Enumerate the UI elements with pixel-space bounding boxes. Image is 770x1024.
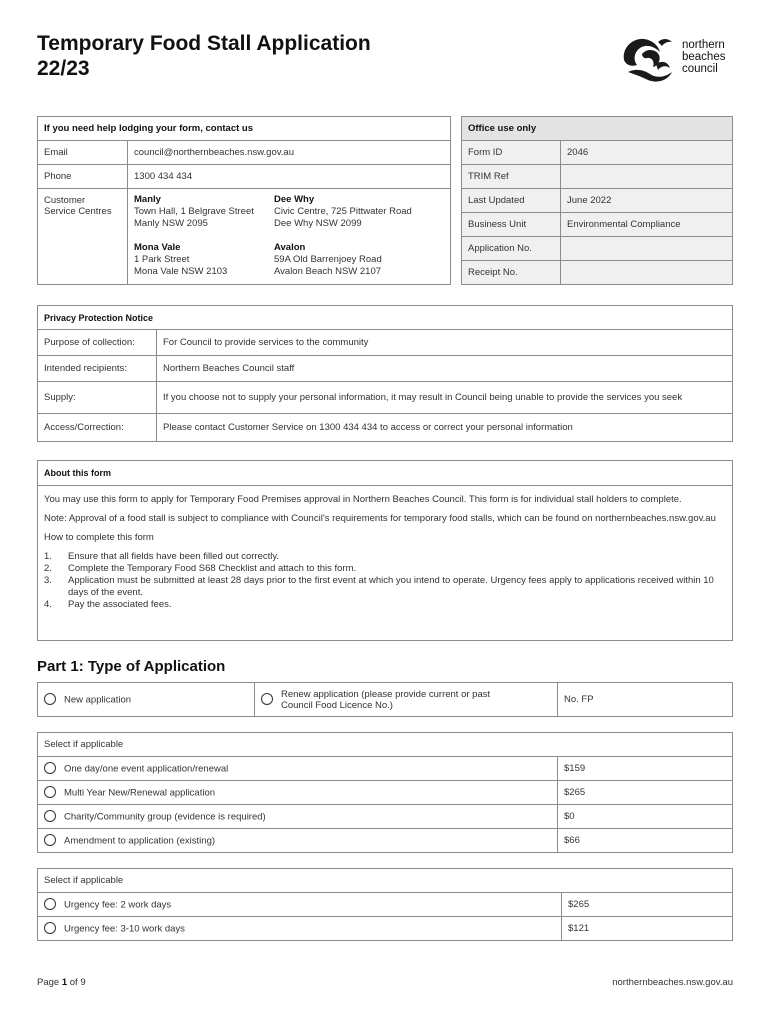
fee-price: $0 (558, 805, 733, 829)
urgency-heading: Select if applicable (38, 869, 733, 893)
logo-text: northern beaches council (682, 39, 726, 75)
centres-list (128, 189, 451, 285)
last-updated-value: June 2022 (561, 189, 733, 213)
urgency-table (37, 868, 733, 941)
fee-radio[interactable] (44, 810, 56, 822)
privacy-purpose-value: For Council to provide services to the community (157, 330, 733, 356)
fees-heading: Select if applicable (38, 733, 733, 757)
page-title: Temporary Food Stall Application 22/23 (37, 32, 371, 80)
list-item: 1. Ensure that all fields have been filled out correctly. (44, 551, 280, 562)
renew-application-radio[interactable] (261, 693, 273, 705)
business-unit-label: Business Unit (462, 213, 561, 237)
application-type-table (37, 682, 733, 717)
business-unit-value: Environmental Compliance (561, 213, 733, 237)
about-note: Note: Approval of a food stall is subject to compliance with Council’s requirements for temporary food stalls, which can be found on northernbeaches.nsw.gov.au (44, 513, 716, 524)
trim-ref-label: TRIM Ref (462, 165, 561, 189)
fees-table (37, 732, 733, 853)
new-application-radio[interactable] (44, 693, 56, 705)
about-intro: You may use this form to apply for Temporary Food Premises approval in Northern Beaches Council. This form is for individual stall holders to complete. (44, 494, 682, 505)
privacy-access-label: Access/Correction: (38, 414, 157, 442)
council-logo-icon (618, 34, 680, 84)
about-steps (44, 551, 726, 611)
table-row[interactable]: One day/one event application/renewal $159 (38, 757, 733, 781)
contact-heading: If you need help lodging your form, contact us (38, 117, 451, 141)
privacy-access-value: Please contact Customer Service on 1300 434 434 to access or correct your personal information (157, 414, 733, 442)
application-no-label: Application No. (462, 237, 561, 261)
privacy-purpose-label: Purpose of collection: (38, 330, 157, 356)
privacy-recipients-label: Intended recipients: (38, 356, 157, 382)
part1-title: Part 1: Type of Application (37, 658, 226, 675)
fee-price: $265 (558, 781, 733, 805)
privacy-table (37, 305, 733, 442)
council-logo (618, 34, 738, 84)
privacy-supply-label: Supply: (38, 382, 157, 414)
application-no-value[interactable] (561, 237, 733, 261)
fee-price: $66 (558, 829, 733, 853)
fee-price: $159 (558, 757, 733, 781)
privacy-supply-value: If you choose not to supply your personal information, it may result in Council being unable to provide the services you seek (157, 382, 733, 414)
form-id-value: 2046 (561, 141, 733, 165)
fee-radio[interactable] (44, 834, 56, 846)
phone-label: Phone (38, 165, 128, 189)
trim-ref-value[interactable] (561, 165, 733, 189)
list-item: 3. Application must be submitted at least 28 days prior to the first event at which you intend to operate. Urgency fees apply to applications received within 10 days of the event. (44, 575, 714, 598)
centres-label: Customer Service Centres (38, 189, 128, 285)
about-heading: About this form (38, 461, 732, 486)
urgency-radio[interactable] (44, 922, 56, 934)
last-updated-label: Last Updated (462, 189, 561, 213)
email-value[interactable]: council@northernbeaches.nsw.gov.au (128, 141, 451, 165)
footer-website-link[interactable]: northernbeaches.nsw.gov.au (612, 977, 733, 988)
privacy-heading: Privacy Protection Notice (38, 306, 733, 330)
contact-table (37, 116, 451, 285)
urgency-price: $265 (562, 893, 733, 917)
centre-manly: Manly Town Hall, 1 Belgrave Street Manly NSW 2095 (134, 194, 254, 229)
table-row[interactable]: Amendment to application (existing) $66 (38, 829, 733, 853)
centre-dee-why: Dee Why Civic Centre, 725 Pittwater Road Dee Why NSW 2099 (274, 194, 412, 229)
phone-value[interactable]: 1300 434 434 (128, 165, 451, 189)
email-label: Email (38, 141, 128, 165)
centre-avalon: Avalon 59A Old Barrenjoey Road Avalon Beach NSW 2107 (274, 242, 382, 277)
licence-number-field[interactable]: No. FP (558, 683, 733, 717)
form-id-label: Form ID (462, 141, 561, 165)
page-number: Page 1 of 9 (37, 977, 86, 988)
table-row[interactable]: Urgency fee: 3-10 work days $121 (38, 917, 733, 941)
receipt-no-value[interactable] (561, 261, 733, 285)
urgency-radio[interactable] (44, 898, 56, 910)
office-use-table (461, 116, 733, 285)
urgency-price: $121 (562, 917, 733, 941)
renew-application-option[interactable]: Renew application (please provide current or past Council Food Licence No.) (255, 683, 558, 717)
table-row[interactable]: Charity/Community group (evidence is required) $0 (38, 805, 733, 829)
new-application-option[interactable]: New application (38, 683, 255, 717)
list-item: 2. Complete the Temporary Food S68 Checklist and attach to this form. (44, 563, 357, 574)
table-row[interactable]: Multi Year New/Renewal application $265 (38, 781, 733, 805)
office-heading: Office use only (462, 117, 733, 141)
list-item: 4. Pay the associated fees. (44, 599, 172, 610)
receipt-no-label: Receipt No. (462, 261, 561, 285)
privacy-recipients-value: Northern Beaches Council staff (157, 356, 733, 382)
about-section (37, 460, 733, 641)
fee-radio[interactable] (44, 762, 56, 774)
table-row[interactable]: Urgency fee: 2 work days $265 (38, 893, 733, 917)
fee-radio[interactable] (44, 786, 56, 798)
centre-mona-vale: Mona Vale 1 Park Street Mona Vale NSW 2103 (134, 242, 228, 277)
about-how-to: How to complete this form (44, 532, 154, 543)
